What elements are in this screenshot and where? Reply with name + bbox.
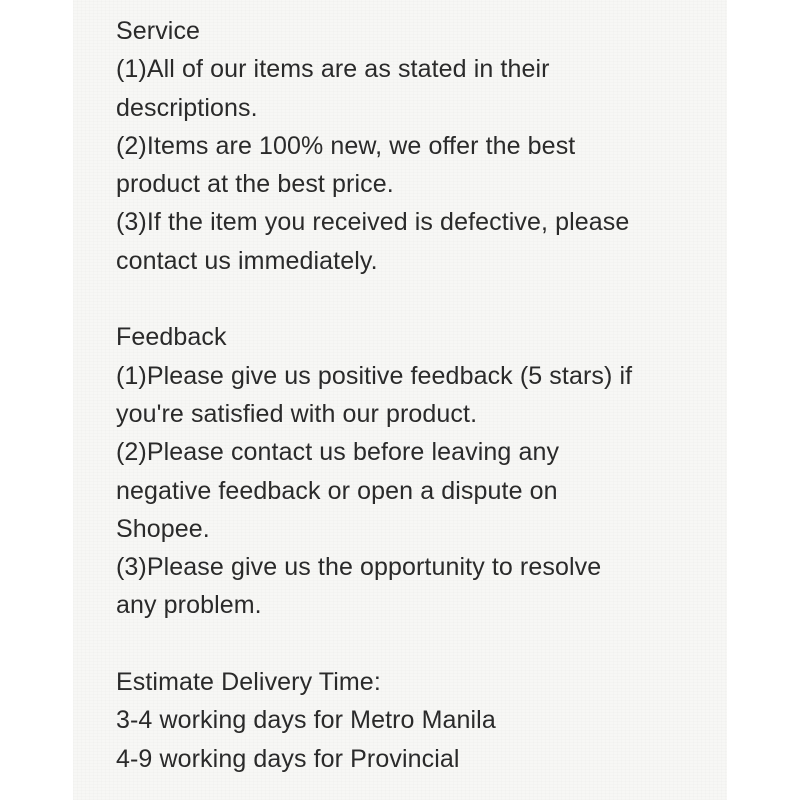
service-line: descriptions.	[116, 93, 258, 122]
feedback-line: negative feedback or open a dispute on	[116, 476, 558, 505]
paragraph-spacer	[116, 280, 706, 318]
service-line: (2)Items are 100% new, we offer the best	[116, 131, 576, 160]
feedback-line: (3)Please give us the opportunity to resolve	[116, 553, 602, 582]
note-body[interactable]	[116, 12, 706, 778]
feedback-line: any problem.	[116, 591, 262, 620]
service-line: (1)All of our items are as stated in their	[116, 55, 550, 84]
service-line: (3)If the item you received is defective, please	[116, 208, 630, 237]
notes-page[interactable]	[73, 0, 727, 800]
delivery-line: 3-4 working days for Metro Manila	[116, 706, 496, 735]
service-heading: Service	[116, 17, 201, 45]
feedback-line: Shopee.	[116, 514, 210, 543]
feedback-line: you're satisfied with our product.	[116, 399, 478, 428]
feedback-line: (1)Please give us positive feedback (5 stars) if	[116, 361, 633, 390]
feedback-line: (2)Please contact us before leaving any	[116, 438, 560, 467]
delivery-line: 4-9 working days for Provincial	[116, 744, 460, 773]
feedback-heading: Feedback	[116, 323, 227, 352]
service-line: product at the best price.	[116, 170, 394, 199]
delivery-heading: Estimate Delivery Time:	[116, 668, 381, 697]
service-line: contact us immediately.	[116, 246, 378, 275]
paragraph-spacer	[116, 625, 706, 663]
